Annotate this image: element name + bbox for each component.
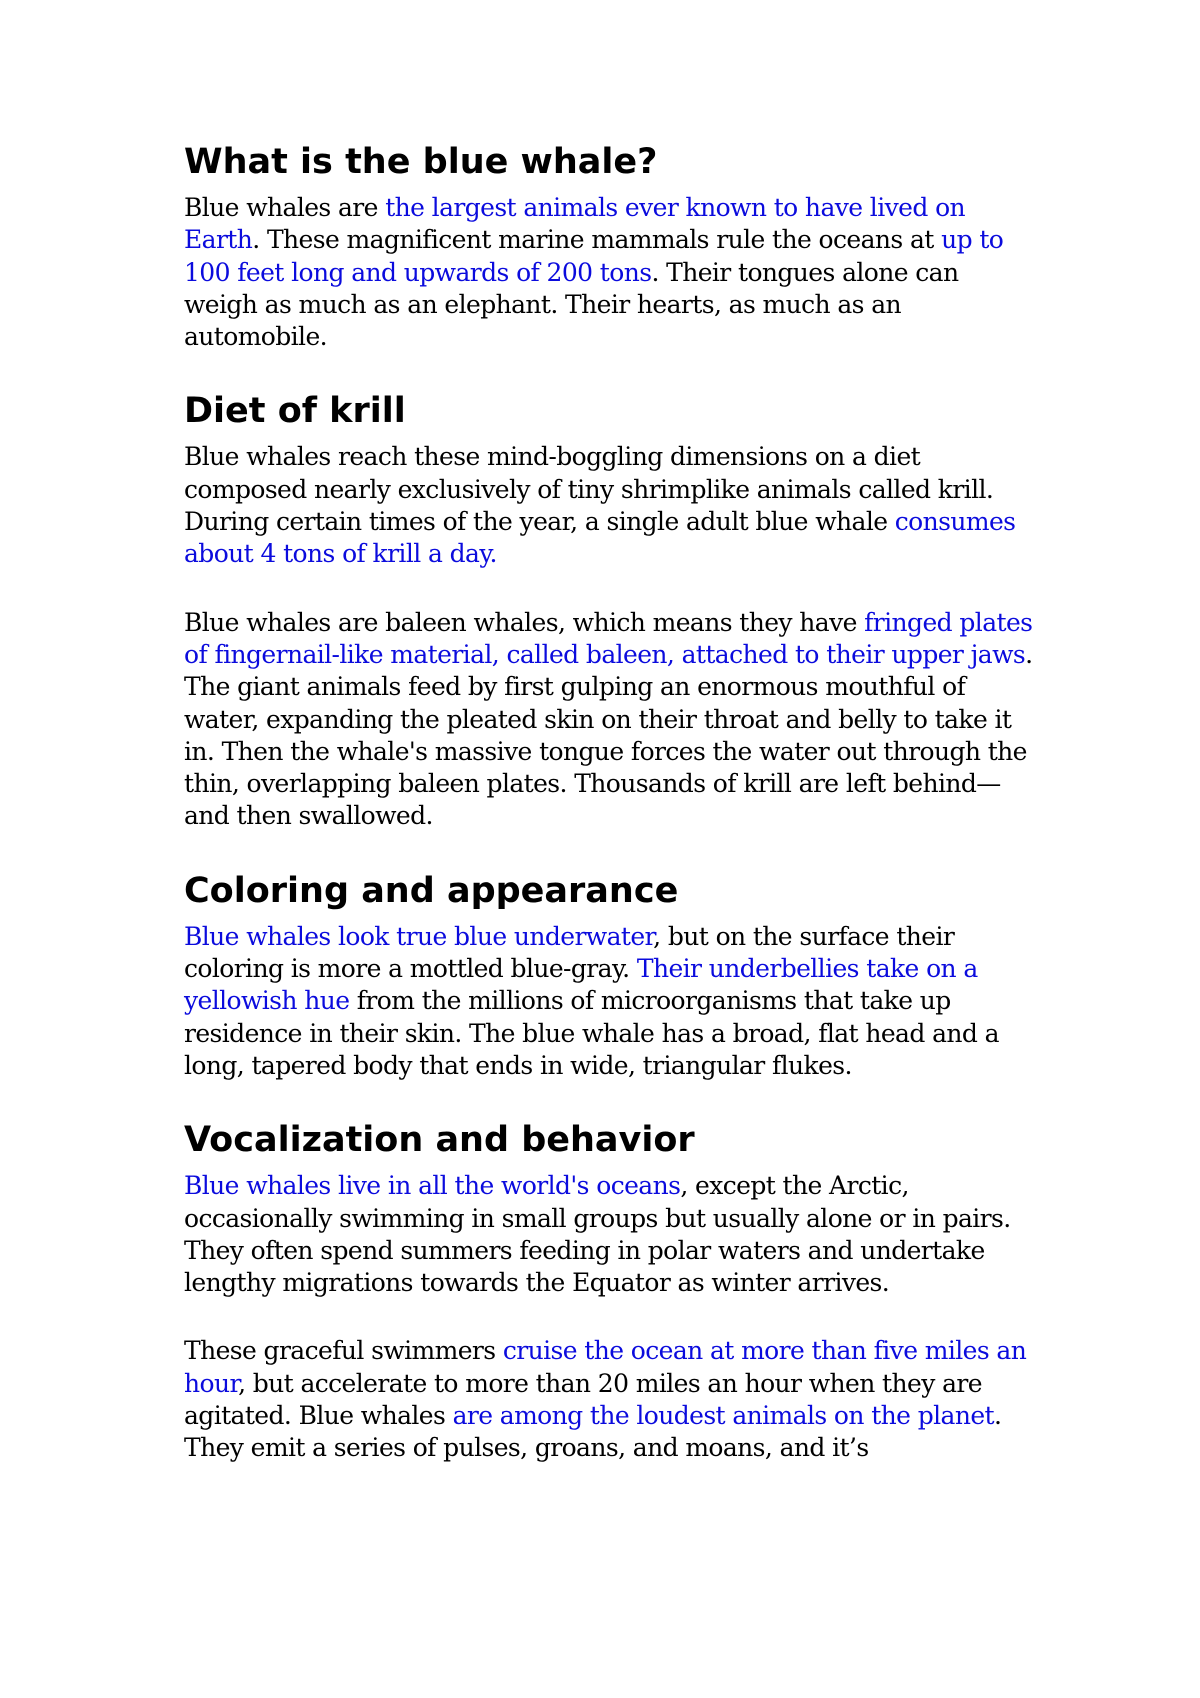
section-heading: Diet of krill	[184, 391, 406, 432]
paragraph	[184, 441, 1034, 570]
inline-link[interactable]: fringed plates of fingernail-like material, called baleen, attached to their upper jaws	[184, 607, 1033, 669]
text-run: . Their tongues alone can weigh as much as an elephant. Their hearts, as much as an automobile.	[184, 257, 959, 352]
text-run: . They emit a series of pulses, groans, and moans, and it’s	[184, 1401, 1002, 1463]
inline-link[interactable]: are among the loudest animals on the planet	[452, 1401, 994, 1431]
text-run: , except the Arctic, occasionally swimming in small groups but usually alone or in pairs. They often spend summers feeding in polar waters and undertake lengthy migrations towards the Equator as winter arrives.	[184, 1171, 1011, 1298]
inline-link[interactable]: up to 100 feet long and upwards of 200 tons	[184, 225, 1004, 287]
section-vocalization	[184, 1118, 1034, 1464]
section-heading: Coloring and appearance	[184, 870, 679, 911]
inline-link[interactable]: consumes about 4 tons of krill a day.	[184, 507, 1016, 569]
text-run: . The giant animals feed by first gulping an enormous mouthful of water, expanding the pleated skin on their throat and belly to take it in. Then the whale's massive tongue forces the water out through the thin, overlapping baleen plates. Thousands of krill are left behind—and then swallowed.	[184, 639, 1033, 831]
text-run: from the millions of microorganisms that take up residence in their skin. The blue whale has a broad, flat head and a long, tapered body that ends in wide, triangular flukes.	[184, 986, 999, 1080]
text-run: , but on the surface their coloring is more a mottled blue-gray.	[184, 921, 955, 984]
paragraph	[184, 607, 1034, 833]
section-heading: Vocalization and behavior	[184, 1120, 695, 1161]
paragraph	[184, 1170, 1034, 1299]
text-run: Blue whales are	[184, 193, 386, 222]
text-run: , but accelerate to more than 20 miles an hour when they are agitated. Blue whales	[184, 1368, 982, 1431]
section-heading: What is the blue whale?	[184, 142, 658, 182]
paragraph	[184, 1335, 1034, 1464]
text-run: Blue whales are baleen whales, which means they have	[184, 607, 865, 637]
inline-link[interactable]: Blue whales live in all the world's oceans	[184, 1171, 681, 1201]
text-run: . These magnificent marine mammals rule the oceans at	[252, 225, 942, 255]
text-run: These graceful swimmers	[184, 1336, 503, 1366]
inline-link[interactable]: Their underbellies take on a yellowish hue	[184, 954, 978, 1016]
paragraph	[184, 192, 1034, 353]
text-run: Blue whales reach these mind-boggling dimensions on a diet composed nearly exclusively of tiny shrimplike animals called krill. During certain times of the year, a single adult blue whale	[184, 442, 994, 537]
document-page	[184, 140, 1034, 1501]
inline-link[interactable]: cruise the ocean at more than five miles an hour	[184, 1336, 1027, 1398]
inline-link[interactable]: Blue whales look true blue underwater	[184, 921, 654, 951]
paragraph	[184, 921, 1034, 1082]
section-diet	[184, 389, 1034, 832]
section-what-is	[184, 140, 1034, 353]
section-coloring	[184, 869, 1034, 1082]
inline-link[interactable]: the largest animals ever known to have lived on Earth	[184, 193, 966, 255]
